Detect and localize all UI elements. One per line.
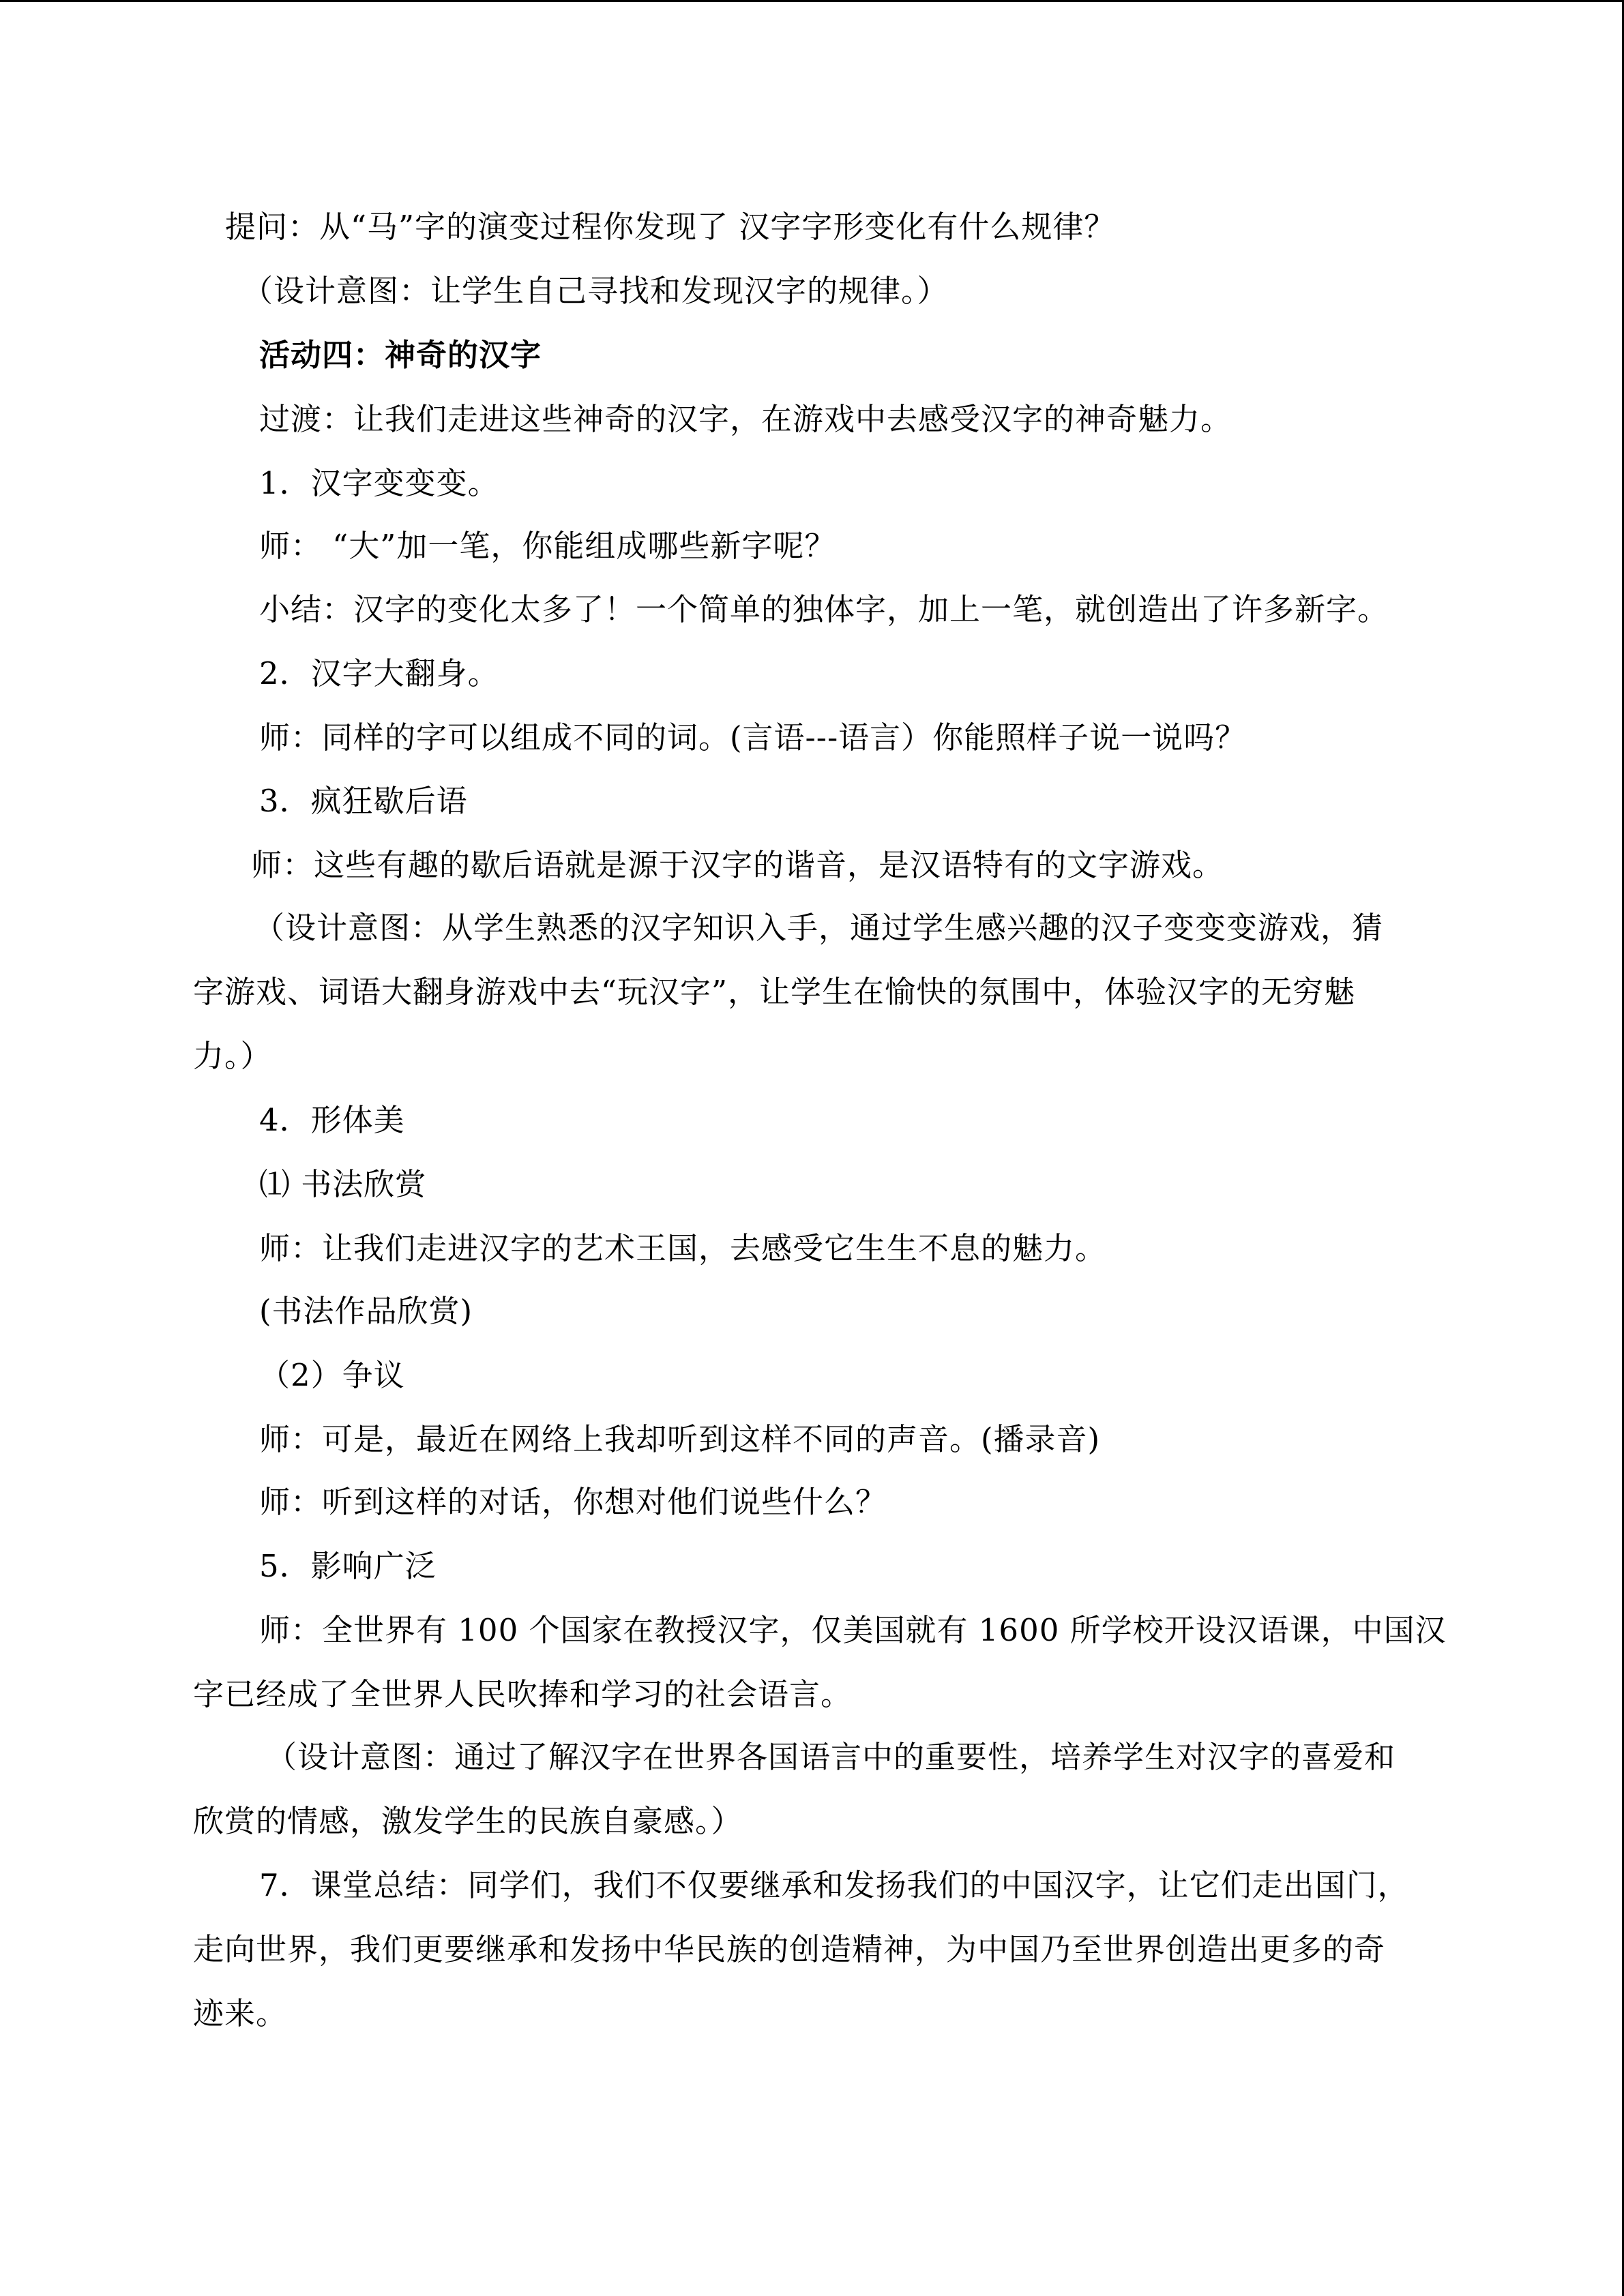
list-item-heading: 3．疯狂歇后语 — [259, 783, 468, 819]
list-item-heading: 5．影响广泛 — [259, 1548, 437, 1584]
paragraph-line: 小结：汉字的变化太多了！一个简单的独体字，加上一笔，就创造出了许多新字。 — [259, 591, 1389, 627]
paragraph-line: 迹来。 — [193, 1995, 288, 2031]
list-item-heading: 4．形体美 — [259, 1102, 405, 1138]
paragraph-line: 过渡：让我们走进这些神奇的汉字，在游戏中去感受汉字的神奇魅力。 — [259, 401, 1232, 437]
paragraph-line: 师：听到这样的对话，你想对他们说些什么？ — [259, 1484, 887, 1520]
sub-item-heading: ⑴ 书法欣赏 — [259, 1166, 427, 1202]
list-item-heading: 2．汉字大翻身。 — [259, 655, 499, 691]
paragraph-line: 走向世界，我们更要继承和发扬中华民族的创造精神，为中国乃至世界创造出更多的奇 — [193, 1931, 1386, 1967]
paragraph-line: 师：让我们走进汉字的艺术王国，去感受它生生不息的魅力。 — [259, 1230, 1107, 1266]
paragraph-line: （设计意图：让学生自己寻找和发现汉字的规律。） — [242, 273, 949, 309]
paragraph-line: 师：可是，最近在网络上我却听到这样不同的声音。(播录音) — [259, 1421, 1101, 1457]
paragraph-line: （设计意图：通过了解汉字在世界各国语言中的重要性，培养学生对汉字的喜爱和 — [266, 1739, 1396, 1775]
paragraph-line: 力。） — [193, 1038, 272, 1074]
paragraph-line: 师： “大”加一笔，你能组成哪些新字呢？ — [259, 528, 836, 564]
paragraph-line: 字游戏、词语大翻身游戏中去“玩汉字”，让学生在愉快的氛围中，体验汉字的无穷魅 — [193, 974, 1356, 1010]
paragraph-line: (书法作品欣赏) — [259, 1293, 473, 1329]
paragraph-line: 提问：从“马”字的演变过程你发现了 汉字字形变化有什么规律？ — [225, 209, 1116, 245]
list-item-heading: 1．汉字变变变。 — [259, 465, 499, 501]
section-heading: 活动四：神奇的汉字 — [259, 337, 542, 373]
paragraph-line: 欣赏的情感，激发学生的民族自豪感。） — [193, 1803, 743, 1839]
paragraph-line: 师：这些有趣的歇后语就是源于汉字的谐音，是汉语特有的文字游戏。 — [251, 847, 1224, 883]
paragraph-line: 师：全世界有 100 个国家在教授汉字，仅美国就有 1600 所学校开设汉语课，中国汉 — [259, 1612, 1447, 1648]
paragraph-line: （设计意图：从学生熟悉的汉字知识入手，通过学生感兴趣的汉子变变变游戏，猜 — [254, 910, 1384, 946]
sub-item-heading: （2）争议 — [259, 1357, 405, 1393]
paragraph-line: 字已经成了全世界人民吹捧和学习的社会语言。 — [193, 1676, 853, 1712]
paragraph-line: 7．课堂总结：同学们，我们不仅要继承和发扬我们的中国汉字，让它们走出国门， — [259, 1867, 1409, 1903]
paragraph-line: 师：同样的字可以组成不同的词。(言语---语言）你能照样子说一说吗？ — [259, 719, 1247, 756]
